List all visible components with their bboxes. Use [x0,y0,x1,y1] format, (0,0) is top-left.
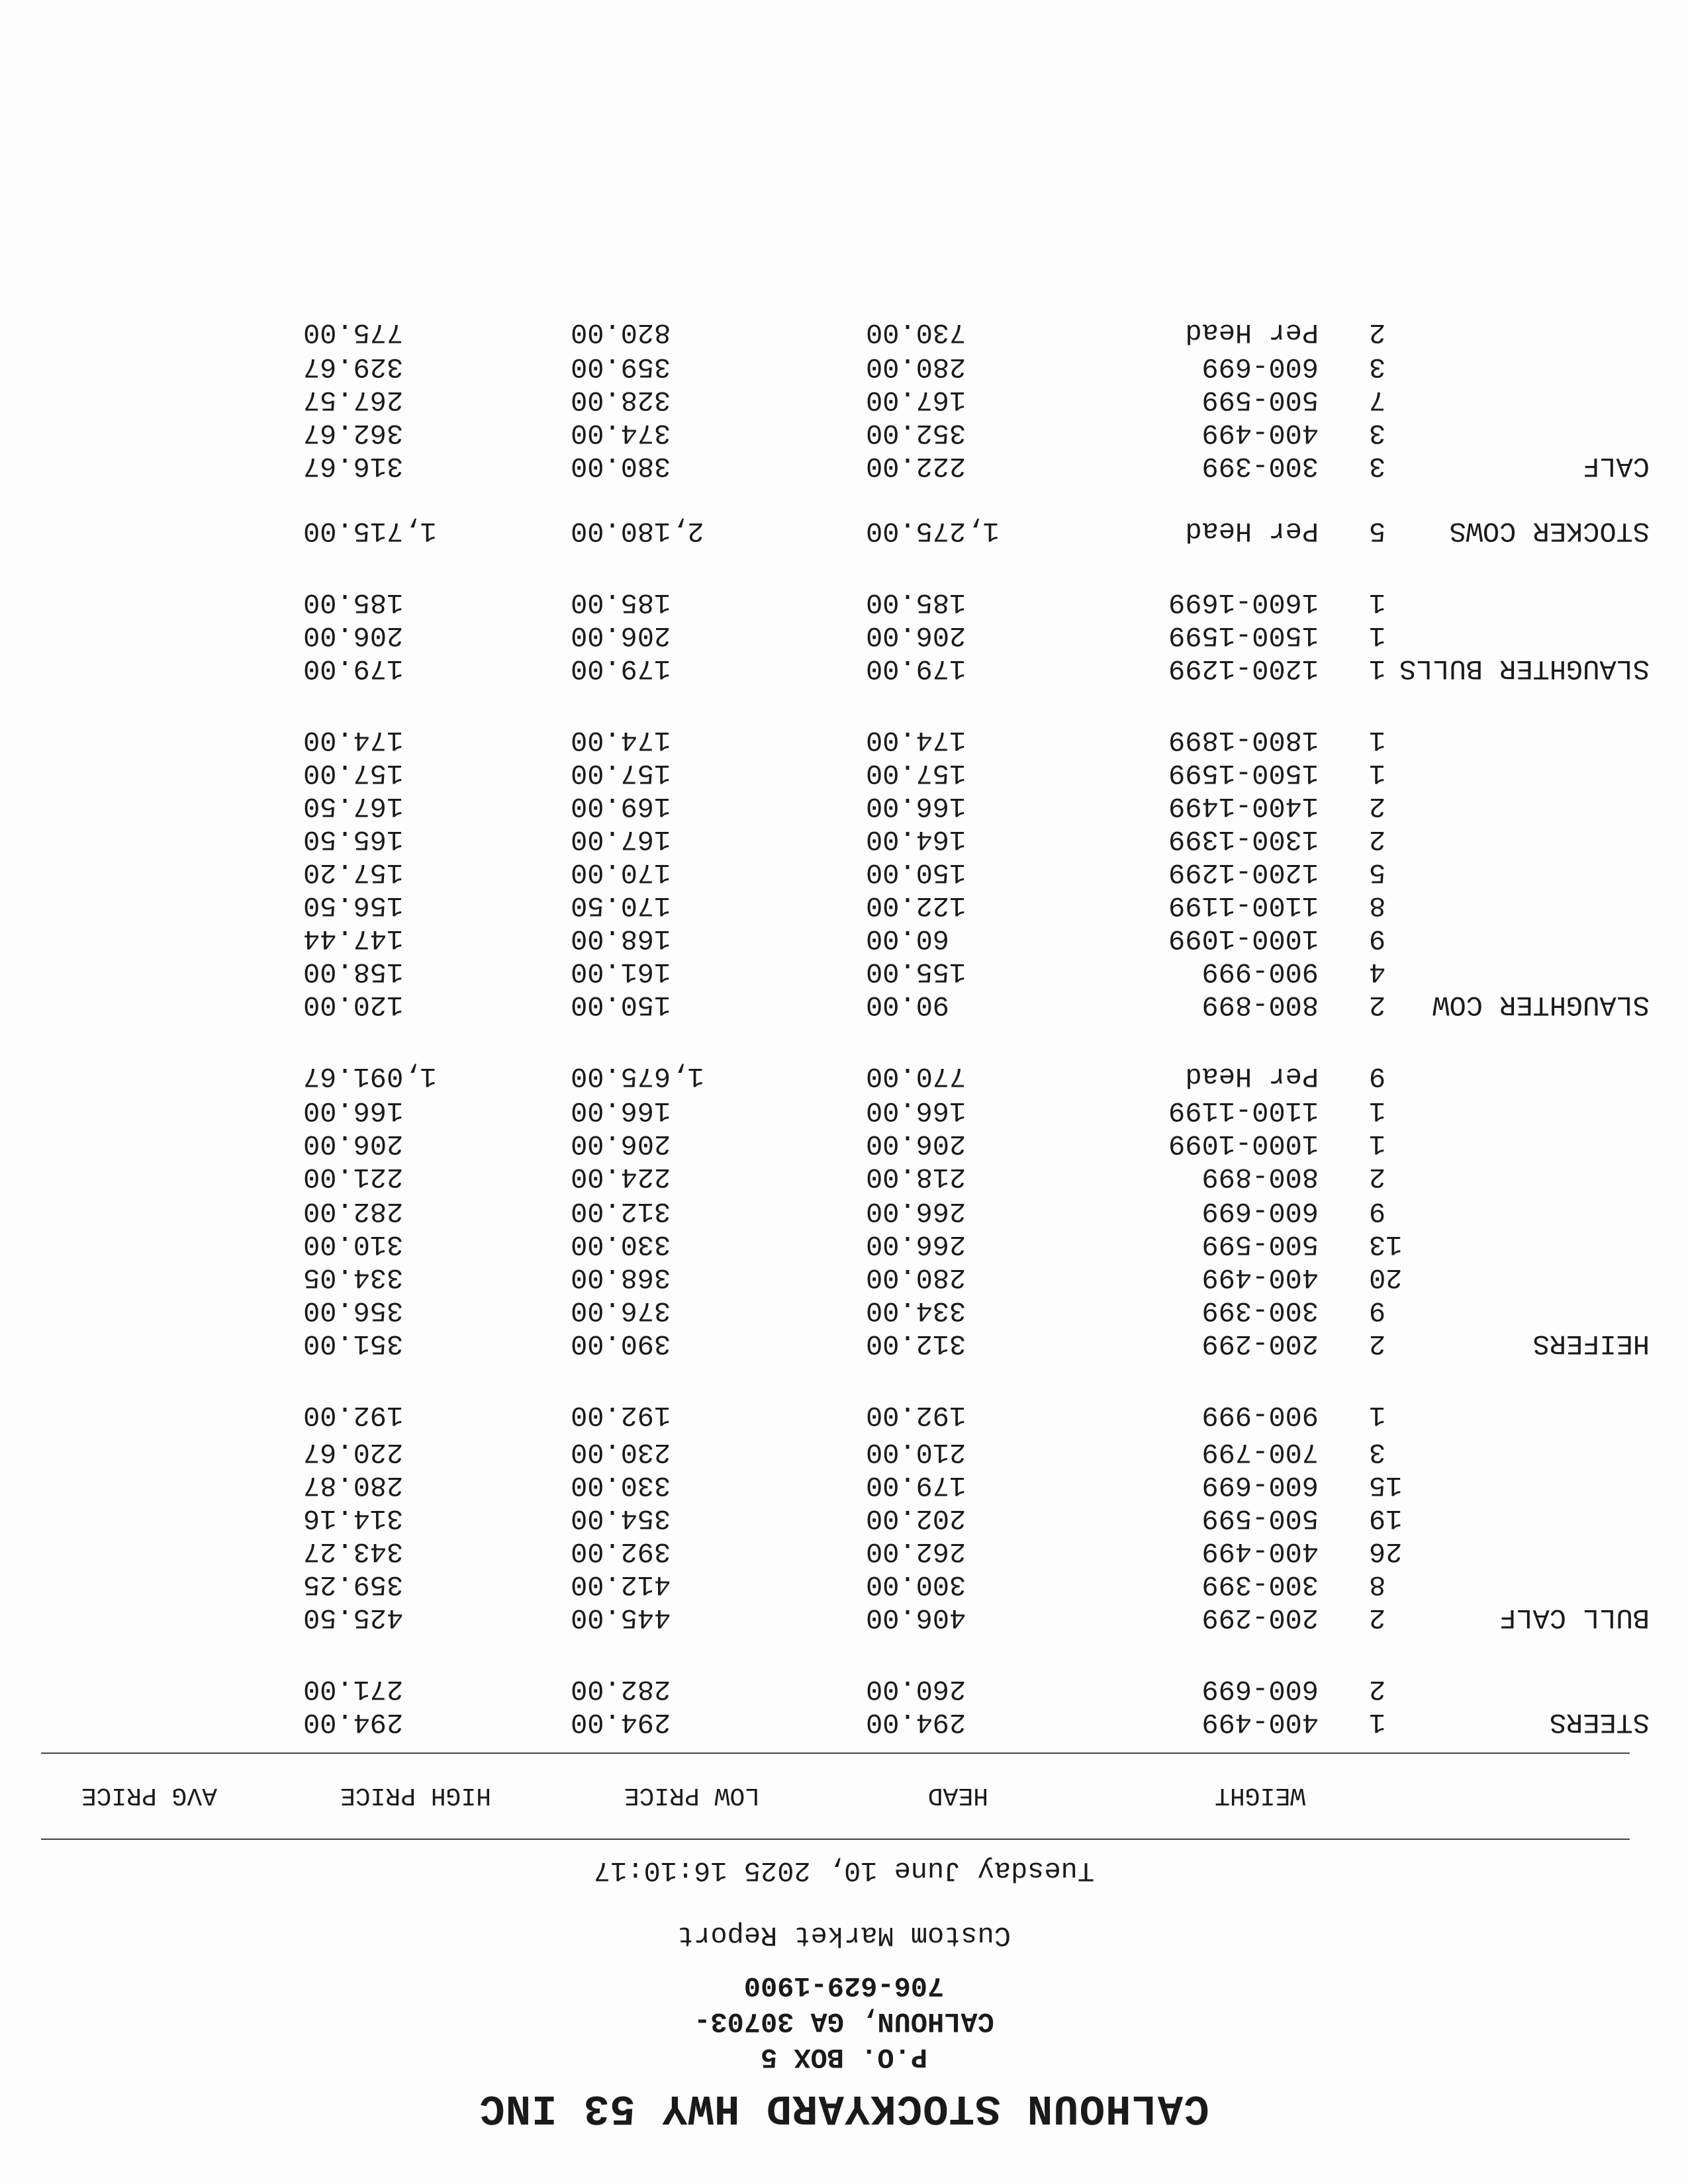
row-avg-price: 334.05 [303,1261,404,1293]
row-low-price: 294.00 [866,1706,966,1738]
row-weight: Per Head [1185,1060,1319,1092]
row-low-price: 280.00 [866,1261,966,1293]
row-head: 9 [1369,923,1386,954]
row-avg-price: 1,091.67 [303,1060,437,1092]
row-low-price: 300.00 [866,1569,966,1600]
row-avg-price: 359.25 [303,1569,404,1600]
row-head: 9 [1369,1060,1386,1092]
row-low-price: 150.00 [866,856,966,888]
row-high-price: 294.00 [571,1706,671,1738]
row-avg-price: 294.00 [303,1706,404,1738]
table-row [0,1468,1688,1501]
row-category: STOCKER COWS [1449,515,1650,547]
row-weight: 1200-1299 [1168,856,1319,888]
row-avg-price: 179.00 [303,653,404,684]
row-avg-price: 316.67 [303,450,404,482]
row-head: 4 [1369,956,1386,987]
row-head: 5 [1369,515,1386,547]
row-weight: 400-499 [1201,1535,1319,1567]
table-row [0,723,1688,756]
company-name: CALHOUN STOCKYARD HWY 53 INC [479,2083,1209,2131]
row-low-price: 166.00 [866,790,966,822]
table-row [0,921,1688,954]
row-weight: 1100-1199 [1168,1095,1319,1126]
row-high-price: 376.00 [571,1295,671,1326]
row-avg-price: 174.00 [303,724,404,756]
row-avg-price: 356.00 [303,1295,404,1326]
row-head: 2 [1369,1328,1386,1359]
row-high-price: 150.00 [571,989,671,1021]
row-low-price: 280.00 [866,351,966,383]
row-high-price: 169.00 [571,790,671,822]
row-weight: 1000-1099 [1168,923,1319,954]
row-avg-price: 165.50 [303,823,404,855]
table-row [0,789,1688,822]
row-high-price: 167.00 [571,823,671,855]
row-low-price: 174.00 [866,724,966,756]
row-head: 3 [1369,417,1386,449]
row-avg-price: 282.00 [303,1195,404,1227]
row-head: 2 [1369,1602,1386,1633]
row-head: 26 [1369,1535,1403,1567]
row-avg-price: 362.67 [303,417,404,449]
row-avg-price: 157.20 [303,856,404,888]
row-weight: 700-799 [1201,1436,1319,1468]
row-avg-price: 343.27 [303,1535,404,1567]
row-category: HEIFERS [1532,1328,1650,1359]
row-weight: Per Head [1185,515,1319,547]
row-head: 13 [1369,1228,1403,1260]
row-avg-price: 206.00 [303,619,404,651]
row-avg-price: 314.16 [303,1502,404,1534]
row-low-price: 206.00 [866,1128,966,1160]
row-weight: 400-499 [1201,1706,1319,1738]
row-weight: 300-399 [1201,1295,1319,1326]
row-weight: 600-699 [1201,1469,1319,1501]
row-weight: 1500-1599 [1168,757,1319,789]
po-box: P.O. BOX 5 [760,2041,928,2073]
row-weight: 1100-1199 [1168,889,1319,921]
row-high-price: 1,675.00 [571,1060,704,1092]
row-weight: 600-699 [1201,351,1319,383]
table-row [0,855,1688,888]
row-high-price: 312.00 [571,1195,671,1227]
row-head: 2 [1369,790,1386,822]
column-header-high-price: HIGH PRICE [340,1781,491,1809]
row-avg-price: 1,715.00 [303,515,437,547]
row-low-price: 406.00 [866,1602,966,1633]
row-head: 8 [1369,1569,1386,1600]
row-high-price: 445.00 [571,1602,671,1633]
row-head: 1 [1369,586,1386,618]
row-high-price: 328.00 [571,384,671,416]
row-weight: 200-299 [1201,1328,1319,1359]
table-row [0,1260,1688,1293]
table-row [0,1326,1688,1359]
phone-number: 706-629-1900 [743,1970,945,2001]
row-head: 1 [1369,1399,1386,1431]
table-row [0,585,1688,618]
row-low-price: 167.00 [866,384,966,416]
row-weight: 1600-1699 [1168,586,1319,618]
row-high-price: 359.00 [571,351,671,383]
row-high-price: 820.00 [571,316,671,348]
table-row [0,822,1688,855]
table-row [0,756,1688,789]
row-high-price: 170.00 [571,856,671,888]
row-avg-price: 425.50 [303,1602,404,1633]
row-low-price: 185.00 [866,586,966,618]
column-header-avg-price: AVG PRICE [81,1781,217,1809]
row-head: 8 [1369,889,1386,921]
column-header-head: HEAD [927,1781,988,1809]
row-head: 1 [1369,1128,1386,1160]
row-avg-price: 147.44 [303,923,404,954]
row-weight: 900-999 [1201,956,1319,987]
row-head: 1 [1369,724,1386,756]
row-head: 1 [1369,619,1386,651]
row-avg-price: 158.00 [303,956,404,987]
row-head: 5 [1369,856,1386,888]
table-row [0,1672,1688,1705]
row-head: 3 [1369,450,1386,482]
row-head: 7 [1369,384,1386,416]
row-high-price: 161.00 [571,956,671,987]
row-avg-price: 156.50 [303,889,404,921]
column-header-weight: WEIGHT [1215,1781,1305,1809]
row-head: 1 [1369,1095,1386,1126]
row-weight: 400-499 [1201,417,1319,449]
row-weight: 200-299 [1201,1602,1319,1633]
table-row [0,1501,1688,1534]
row-low-price: 218.00 [866,1161,966,1193]
row-low-price: 1,275.00 [866,515,1000,547]
row-head: 2 [1369,989,1386,1021]
row-weight: 500-599 [1201,1228,1319,1260]
row-avg-price: 280.87 [303,1469,404,1501]
row-low-price: 312.00 [866,1328,966,1359]
row-head: 1 [1369,1706,1386,1738]
row-head: 1 [1369,757,1386,789]
row-low-price: 166.00 [866,1095,966,1126]
row-high-price: 374.00 [571,417,671,449]
row-high-price: 166.00 [571,1095,671,1126]
row-weight: 1300-1399 [1168,823,1319,855]
row-high-price: 157.00 [571,757,671,789]
row-high-price: 368.00 [571,1261,671,1293]
row-low-price: 60.00 [866,923,950,954]
row-head: 9 [1369,1295,1386,1326]
row-high-price: 330.00 [571,1469,671,1501]
table-row [0,1705,1688,1738]
row-high-price: 174.00 [571,724,671,756]
column-header-low-price: LOW PRICE [624,1781,760,1809]
row-weight: 500-599 [1201,384,1319,416]
table-row [0,514,1688,547]
row-avg-price: 220.67 [303,1436,404,1468]
row-avg-price: 775.00 [303,316,404,348]
city-state-zip: CALHOUN, GA 30703- [694,2005,994,2037]
row-avg-price: 206.00 [303,1128,404,1160]
table-row [0,1227,1688,1260]
row-avg-price: 267.57 [303,384,404,416]
row-low-price: 202.00 [866,1502,966,1534]
table-row [0,1534,1688,1567]
row-avg-price: 167.50 [303,790,404,822]
row-weight: 1400-1499 [1168,790,1319,822]
table-row [0,315,1688,348]
row-low-price: 266.00 [866,1195,966,1227]
table-row [0,449,1688,482]
table-row [0,1093,1688,1126]
row-weight: Per Head [1185,316,1319,348]
row-weight: 800-899 [1201,1161,1319,1193]
row-low-price: 122.00 [866,889,966,921]
report-date: Tuesday June 10, 2025 16:10:17 [593,1854,1095,1886]
row-high-price: 224.00 [571,1161,671,1193]
table-row [0,618,1688,651]
row-head: 2 [1369,316,1386,348]
table-row [0,1398,1688,1431]
row-category: CALF [1583,450,1650,482]
row-high-price: 354.00 [571,1502,671,1534]
row-category: STEERS [1549,1706,1650,1738]
row-avg-price: 221.00 [303,1161,404,1193]
row-low-price: 155.00 [866,956,966,987]
row-weight: 500-599 [1201,1502,1319,1534]
row-high-price: 185.00 [571,586,671,618]
row-high-price: 380.00 [571,450,671,482]
row-head: 20 [1369,1261,1403,1293]
row-high-price: 330.00 [571,1228,671,1260]
row-low-price: 770.00 [866,1060,966,1092]
row-head: 2 [1369,823,1386,855]
row-low-price: 179.00 [866,1469,966,1501]
row-weight: 1200-1299 [1168,653,1319,684]
row-high-price: 412.00 [571,1569,671,1600]
row-low-price: 192.00 [866,1399,966,1431]
row-weight: 1000-1099 [1168,1128,1319,1160]
row-low-price: 210.00 [866,1436,966,1468]
row-low-price: 206.00 [866,619,966,651]
row-low-price: 179.00 [866,653,966,684]
table-row [0,1160,1688,1193]
row-weight: 600-699 [1201,1195,1319,1227]
row-head: 3 [1369,351,1386,383]
row-high-price: 192.00 [571,1399,671,1431]
row-low-price: 352.00 [866,417,966,449]
row-avg-price: 166.00 [303,1095,404,1126]
row-avg-price: 185.00 [303,586,404,618]
row-low-price: 730.00 [866,316,966,348]
row-avg-price: 310.00 [303,1228,404,1260]
table-row [0,1126,1688,1160]
row-head: 2 [1369,1161,1386,1193]
row-high-price: 206.00 [571,619,671,651]
row-low-price: 164.00 [866,823,966,855]
table-row [0,349,1688,383]
table-row [0,987,1688,1021]
row-weight: 900-999 [1201,1399,1319,1431]
row-avg-price: 157.00 [303,757,404,789]
row-weight: 1500-1599 [1168,619,1319,651]
row-high-price: 392.00 [571,1535,671,1567]
table-row [0,416,1688,449]
row-weight: 1800-1899 [1168,724,1319,756]
table-row [0,1059,1688,1092]
row-avg-price: 192.00 [303,1399,404,1431]
row-avg-price: 329.67 [303,351,404,383]
row-head: 1 [1369,653,1386,684]
table-row [0,1567,1688,1600]
row-low-price: 266.00 [866,1228,966,1260]
row-category: SLAUGHTER COW [1432,989,1650,1021]
row-low-price: 260.00 [866,1673,966,1705]
row-high-price: 2,180.00 [571,515,704,547]
row-weight: 300-399 [1201,1569,1319,1600]
row-low-price: 222.00 [866,450,966,482]
row-category: SLAUGHTER BULLS [1399,653,1650,684]
table-row [0,383,1688,416]
row-avg-price: 351.00 [303,1328,404,1359]
row-low-price: 90.00 [866,989,950,1021]
table-row [0,1435,1688,1468]
table-row [0,888,1688,921]
row-high-price: 170.50 [571,889,671,921]
row-head: 3 [1369,1436,1386,1468]
row-low-price: 262.00 [866,1535,966,1567]
row-high-price: 206.00 [571,1128,671,1160]
row-avg-price: 120.00 [303,989,404,1021]
report-title: Custom Market Report [677,1919,1011,1951]
row-weight: 600-699 [1201,1673,1319,1705]
row-head: 9 [1369,1195,1386,1227]
row-category: BULL CALF [1499,1602,1650,1633]
row-low-price: 157.00 [866,757,966,789]
row-weight: 400-499 [1201,1261,1319,1293]
row-weight: 800-899 [1201,989,1319,1021]
table-row [0,954,1688,987]
row-high-price: 168.00 [571,923,671,954]
row-high-price: 282.00 [571,1673,671,1705]
row-high-price: 179.00 [571,653,671,684]
row-low-price: 334.00 [866,1295,966,1326]
row-high-price: 390.00 [571,1328,671,1359]
table-row [0,651,1688,684]
table-row [0,1293,1688,1326]
table-row [0,1194,1688,1227]
row-weight: 300-399 [1201,450,1319,482]
row-head: 2 [1369,1673,1386,1705]
row-avg-price: 271.00 [303,1673,404,1705]
table-row [0,1600,1688,1633]
row-head: 19 [1369,1502,1403,1534]
row-high-price: 230.00 [571,1436,671,1468]
row-head: 15 [1369,1469,1403,1501]
